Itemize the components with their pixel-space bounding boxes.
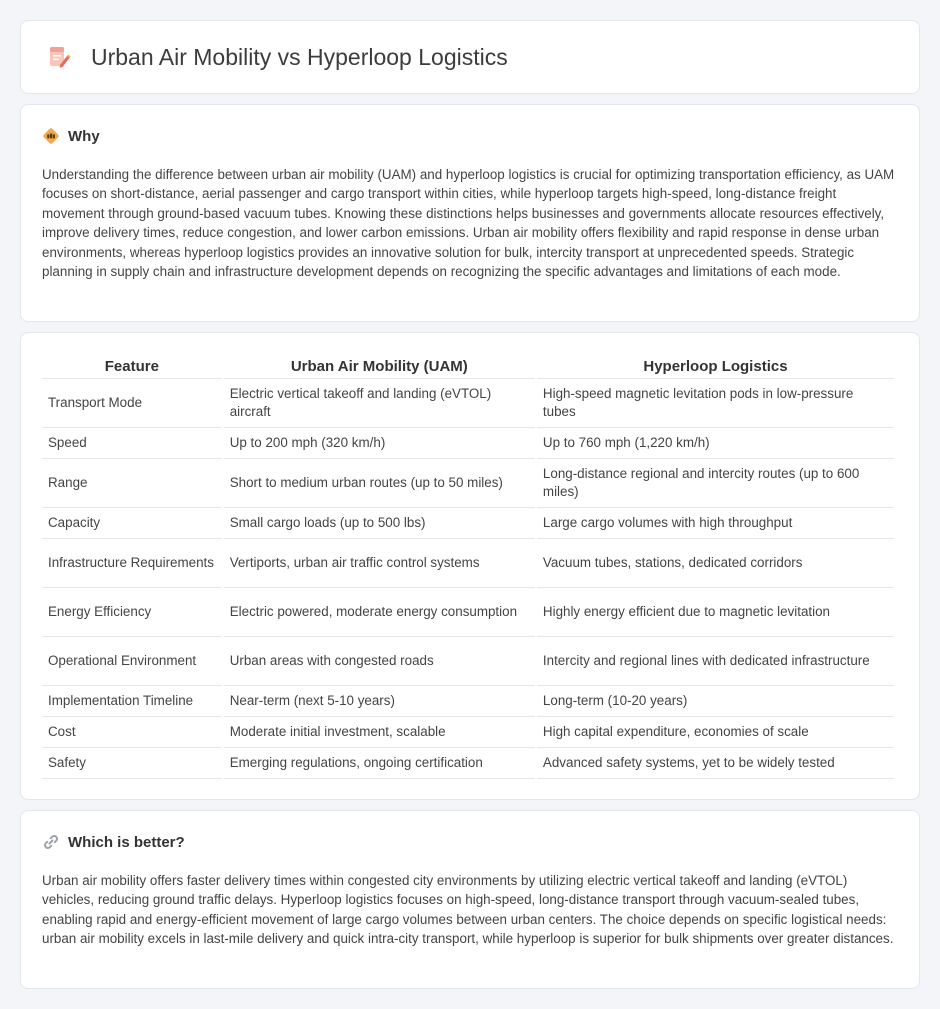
table-row <box>42 508 894 539</box>
table-row <box>42 637 894 686</box>
uam-cell: Electric powered, moderate energy consumption <box>224 588 535 637</box>
feature-cell: Range <box>42 459 222 508</box>
hyperloop-cell: High capital expenditure, economies of scale <box>537 717 894 748</box>
uam-cell: Up to 200 mph (320 km/h) <box>224 428 535 459</box>
table-row <box>42 379 894 428</box>
feature-cell: Implementation Timeline <box>42 686 222 717</box>
feature-cell: Safety <box>42 748 222 779</box>
table-header-row <box>42 353 894 379</box>
uam-cell: Vertiports, urban air traffic control systems <box>224 539 535 588</box>
why-title: Why <box>68 127 100 145</box>
comparison-card <box>20 332 920 800</box>
uam-cell: Urban areas with congested roads <box>224 637 535 686</box>
uam-cell: Small cargo loads (up to 500 lbs) <box>224 508 535 539</box>
why-header <box>42 127 898 145</box>
feature-cell: Energy Efficiency <box>42 588 222 637</box>
table-row <box>42 717 894 748</box>
which-better-card <box>20 810 920 989</box>
construction-sign-icon <box>42 127 60 145</box>
hyperloop-cell: Vacuum tubes, stations, dedicated corridors <box>537 539 894 588</box>
comparison-table <box>40 353 896 779</box>
header-hyperloop: Hyperloop Logistics <box>537 353 894 379</box>
hyperloop-cell: Large cargo volumes with high throughput <box>537 508 894 539</box>
uam-cell: Near-term (next 5-10 years) <box>224 686 535 717</box>
hyperloop-cell: Intercity and regional lines with dedicated infrastructure <box>537 637 894 686</box>
hyperloop-cell: High-speed magnetic levitation pods in low-pressure tubes <box>537 379 894 428</box>
why-text: Understanding the difference between urban air mobility (UAM) and hyperloop logistics is crucial for optimizing transportation efficiency, as UAM focuses on short-distance, aerial passenger and cargo transport within cities, while hyperloop targets high-speed, long-distance freight movement through ground-based vacuum tubes. Knowing these distinctions helps businesses and governments allocate resources effectively, improve delivery times, reduce congestion, and lower carbon emissions. Urban air mobility offers flexibility and rapid response in dense urban environments, whereas hyperloop logistics provides an innovative solution for bulk, intercity transport at unprecedented speeds. Strategic planning in supply chain and infrastructure development depends on recognizing the specific advantages and limitations of each mode. <box>42 167 895 280</box>
better-text: Urban air mobility offers faster delivery times within congested city environments by utilizing electric vertical takeoff and landing (eVTOL) vehicles, reducing ground traffic delays. Hyperloop logistics focuses on high-speed, long-distance transport through vacuum-sealed tubes, enabling rapid and energy-efficient movement of large cargo volumes between urban centers. The choice depends on specific logistical needs: urban air mobility excels in last-mile delivery and quick intra-city transport, while hyperloop is superior for bulk shipments over greater distances. <box>42 873 894 947</box>
page-title: Urban Air Mobility vs Hyperloop Logistics <box>91 43 508 70</box>
hyperloop-cell: Advanced safety systems, yet to be widely tested <box>537 748 894 779</box>
feature-cell: Operational Environment <box>42 637 222 686</box>
document-pencil-icon <box>47 45 71 69</box>
uam-cell: Moderate initial investment, scalable <box>224 717 535 748</box>
header-uam: Urban Air Mobility (UAM) <box>224 353 535 379</box>
better-title: Which is better? <box>68 833 185 851</box>
why-card <box>20 104 920 322</box>
hyperloop-cell: Long-term (10-20 years) <box>537 686 894 717</box>
feature-cell: Infrastructure Requirements <box>42 539 222 588</box>
header-feature: Feature <box>42 353 222 379</box>
uam-cell: Short to medium urban routes (up to 50 miles) <box>224 459 535 508</box>
table-row <box>42 588 894 637</box>
hyperloop-cell: Highly energy efficient due to magnetic levitation <box>537 588 894 637</box>
feature-cell: Cost <box>42 717 222 748</box>
header-card <box>20 20 920 94</box>
better-header <box>42 833 898 851</box>
feature-cell: Transport Mode <box>42 379 222 428</box>
table-row <box>42 459 894 508</box>
table-row <box>42 686 894 717</box>
link-icon <box>42 833 60 851</box>
hyperloop-cell: Up to 760 mph (1,220 km/h) <box>537 428 894 459</box>
table-row <box>42 539 894 588</box>
feature-cell: Capacity <box>42 508 222 539</box>
uam-cell: Emerging regulations, ongoing certification <box>224 748 535 779</box>
table-row <box>42 428 894 459</box>
hyperloop-cell: Long-distance regional and intercity routes (up to 600 miles) <box>537 459 894 508</box>
uam-cell: Electric vertical takeoff and landing (eVTOL) aircraft <box>224 379 535 428</box>
table-row <box>42 748 894 779</box>
feature-cell: Speed <box>42 428 222 459</box>
